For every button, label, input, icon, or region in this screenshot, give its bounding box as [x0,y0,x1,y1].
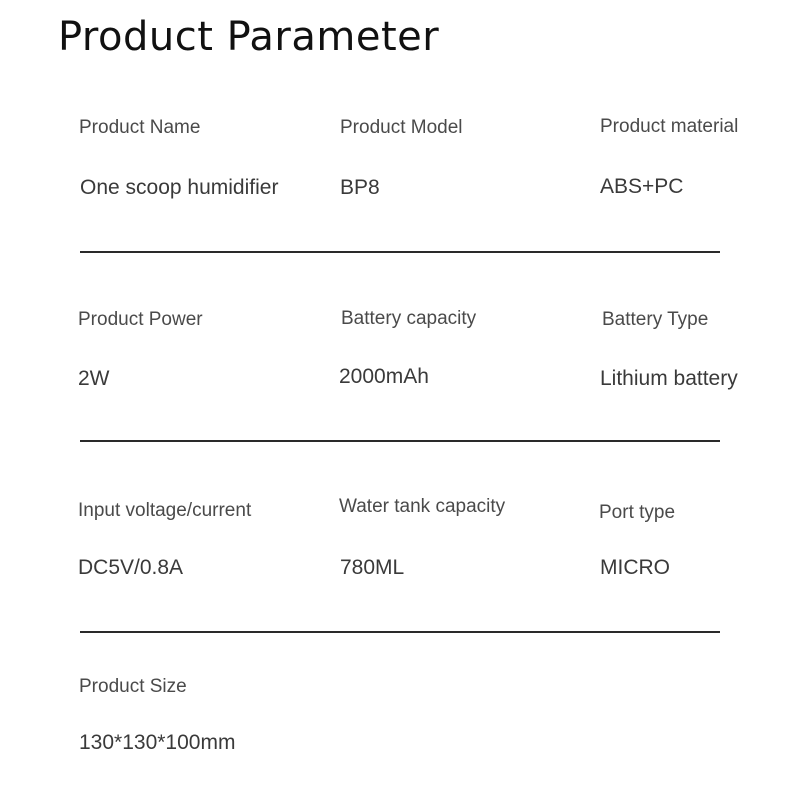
battery-type-value: Lithium battery [600,367,738,390]
page-title: Product Parameter [58,14,440,60]
water-tank-capacity-label: Water tank capacity [339,496,506,517]
product-model-value: BP8 [340,176,380,199]
product-material-value: ABS+PC [600,175,684,198]
row-divider-2 [80,440,720,442]
product-size-label: Product Size [79,676,187,697]
product-material-label: Product material [600,116,739,137]
input-voltage-label: Input voltage/current [78,500,252,521]
row-divider-1 [80,251,720,253]
product-name-label: Product Name [79,117,201,138]
water-tank-capacity-value: 780ML [340,556,405,579]
product-model-label: Product Model [340,117,463,138]
port-type-value: MICRO [600,556,670,579]
input-voltage-value: DC5V/0.8A [78,556,184,579]
row-divider-3 [80,631,720,633]
battery-capacity-value: 2000mAh [339,365,429,388]
battery-capacity-label: Battery capacity [341,308,477,329]
product-power-value: 2W [78,367,110,390]
battery-type-label: Battery Type [602,309,709,330]
product-power-label: Product Power [78,309,203,330]
port-type-label: Port type [599,502,676,523]
product-size-value: 130*130*100mm [79,731,236,754]
product-name-value: One scoop humidifier [80,176,279,199]
